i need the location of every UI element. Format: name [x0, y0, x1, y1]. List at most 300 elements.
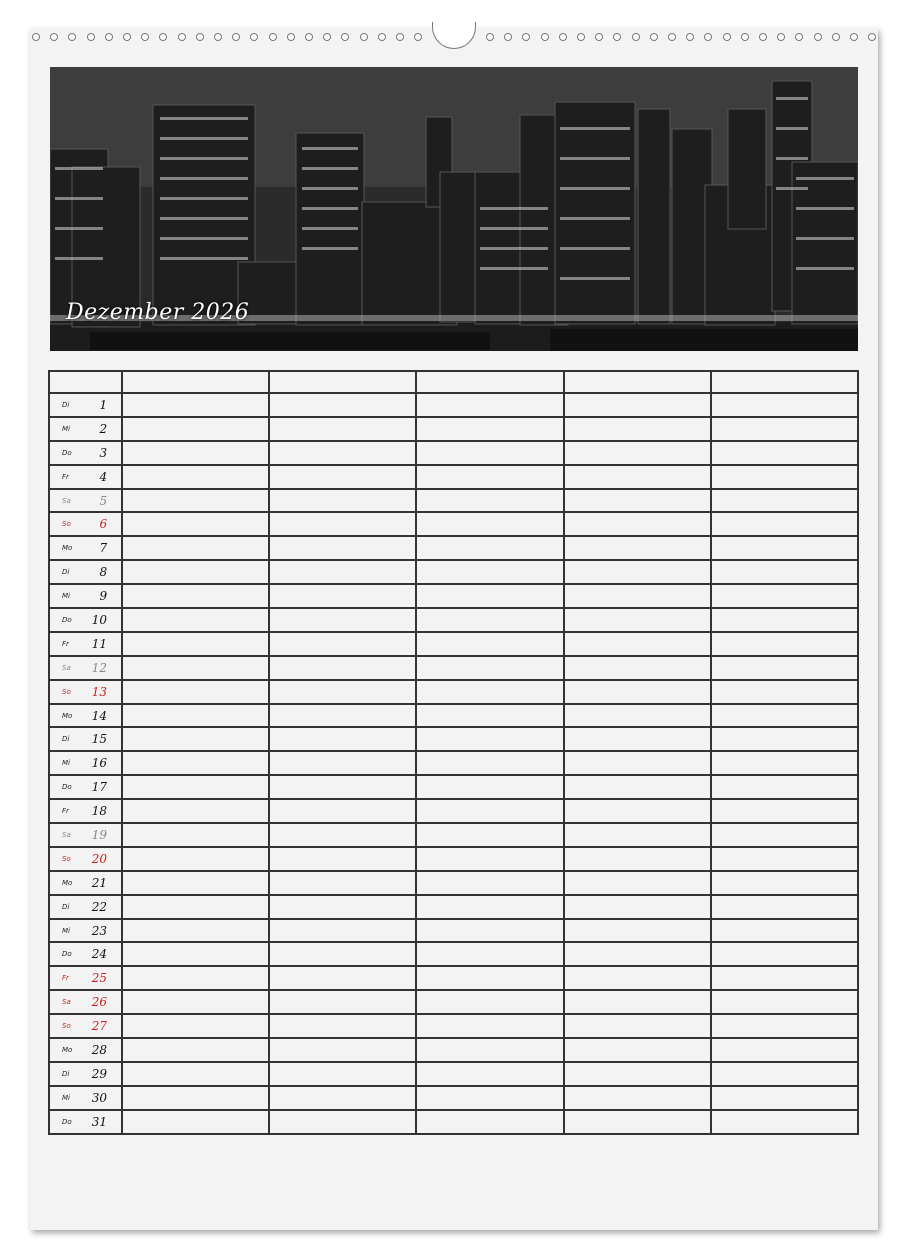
table-row	[49, 990, 858, 1014]
day-number: 1	[99, 398, 108, 412]
weekday-label: Sa	[62, 663, 71, 672]
entry-cell[interactable]	[269, 799, 416, 823]
entry-cell[interactable]	[122, 1110, 269, 1134]
entry-cell[interactable]	[122, 942, 269, 966]
entry-cell[interactable]	[122, 1062, 269, 1086]
entry-cell[interactable]	[711, 441, 858, 465]
entry-cell[interactable]	[122, 680, 269, 704]
entry-cell[interactable]	[711, 799, 858, 823]
entry-cell[interactable]	[711, 990, 858, 1014]
entry-cell[interactable]	[564, 966, 711, 990]
entry-cell[interactable]	[269, 895, 416, 919]
day-number: 17	[91, 780, 108, 795]
table-row	[49, 942, 858, 966]
entry-cell[interactable]	[269, 1062, 416, 1086]
weekday-label: Di	[62, 1069, 70, 1078]
day-label-cell	[49, 441, 122, 465]
day-label-cell	[49, 584, 122, 608]
entry-cell[interactable]	[122, 727, 269, 751]
entry-cell[interactable]	[564, 1110, 711, 1134]
member-column-header[interactable]	[564, 371, 711, 393]
weekday-label: Mi	[62, 592, 70, 601]
table-row	[49, 465, 858, 489]
entry-cell[interactable]	[711, 966, 858, 990]
entry-cell[interactable]	[711, 942, 858, 966]
table-row	[49, 536, 858, 560]
entry-cell[interactable]	[711, 751, 858, 775]
entry-cell[interactable]	[564, 751, 711, 775]
entry-cell[interactable]	[564, 919, 711, 943]
day-number: 12	[91, 660, 108, 675]
entry-cell[interactable]	[122, 584, 269, 608]
entry-cell[interactable]	[269, 560, 416, 584]
entry-cell[interactable]	[269, 584, 416, 608]
weekday-label: Mi	[62, 926, 70, 935]
binding-hole	[196, 33, 204, 41]
entry-cell[interactable]	[711, 823, 858, 847]
entry-cell[interactable]	[711, 1038, 858, 1062]
entry-cell[interactable]	[711, 656, 858, 680]
entry-cell[interactable]	[269, 704, 416, 728]
binding-hole	[522, 33, 530, 41]
entry-cell[interactable]	[564, 895, 711, 919]
entry-cell[interactable]	[269, 512, 416, 536]
table-row	[49, 823, 858, 847]
entry-cell[interactable]	[122, 536, 269, 560]
entry-cell[interactable]	[122, 775, 269, 799]
binding-hole	[341, 33, 349, 41]
day-label-cell	[49, 632, 122, 656]
entry-cell[interactable]	[564, 560, 711, 584]
day-number: 5	[99, 493, 108, 508]
entry-cell[interactable]	[416, 441, 563, 465]
member-column-header[interactable]	[269, 371, 416, 393]
entry-cell[interactable]	[564, 871, 711, 895]
entry-cell[interactable]	[564, 1062, 711, 1086]
binding-hole	[141, 33, 149, 41]
weekday-label: Do	[62, 1117, 72, 1126]
day-number: 26	[91, 995, 108, 1010]
day-number: 28	[91, 1043, 108, 1058]
entry-cell[interactable]	[122, 1014, 269, 1038]
entry-cell[interactable]	[269, 727, 416, 751]
entry-cell[interactable]	[711, 727, 858, 751]
binding-hole	[850, 33, 858, 41]
binding-hole	[123, 33, 131, 41]
binding-hole	[668, 33, 676, 41]
entry-cell[interactable]	[269, 919, 416, 943]
entry-cell[interactable]	[711, 1062, 858, 1086]
day-label-cell	[49, 751, 122, 775]
entry-cell[interactable]	[416, 704, 563, 728]
table-row	[49, 1014, 858, 1038]
weekday-label: Mo	[62, 711, 73, 720]
weekday-label: So	[62, 520, 71, 529]
entry-cell[interactable]	[269, 942, 416, 966]
entry-cell[interactable]	[269, 775, 416, 799]
entry-cell[interactable]	[416, 465, 563, 489]
table-row	[49, 417, 858, 441]
entry-cell[interactable]	[564, 632, 711, 656]
entry-cell[interactable]	[416, 1086, 563, 1110]
entry-cell[interactable]	[122, 441, 269, 465]
day-label-cell	[49, 1014, 122, 1038]
entry-cell[interactable]	[711, 895, 858, 919]
spiral-binding	[30, 28, 878, 50]
binding-hole	[232, 33, 240, 41]
entry-cell[interactable]	[711, 560, 858, 584]
entry-cell[interactable]	[711, 775, 858, 799]
weekday-label: Fr	[62, 472, 69, 481]
entry-cell[interactable]	[416, 966, 563, 990]
day-label-cell	[49, 1062, 122, 1086]
weekday-label: Mi	[62, 1093, 70, 1102]
entry-cell[interactable]	[564, 847, 711, 871]
entry-cell[interactable]	[122, 512, 269, 536]
entry-cell[interactable]	[564, 680, 711, 704]
entry-cell[interactable]	[416, 775, 563, 799]
entry-cell[interactable]	[416, 727, 563, 751]
table-row	[49, 966, 858, 990]
binding-hole	[650, 33, 658, 41]
day-label-cell	[49, 799, 122, 823]
entry-cell[interactable]	[564, 536, 711, 560]
weekday-label: Sa	[62, 998, 71, 1007]
table-row	[49, 1110, 858, 1134]
table-row	[49, 775, 858, 799]
day-number: 7	[99, 541, 108, 556]
table-row	[49, 919, 858, 943]
day-number: 23	[91, 923, 108, 938]
day-number: 29	[91, 1066, 108, 1081]
binding-hole	[704, 33, 712, 41]
entry-cell[interactable]	[711, 608, 858, 632]
day-label-cell	[49, 895, 122, 919]
day-number: 13	[91, 684, 108, 699]
entry-cell[interactable]	[711, 1086, 858, 1110]
entry-cell[interactable]	[416, 560, 563, 584]
weekday-label: Di	[62, 568, 70, 577]
entry-cell[interactable]	[416, 942, 563, 966]
entry-cell[interactable]	[269, 823, 416, 847]
entry-cell[interactable]	[269, 441, 416, 465]
day-label-cell	[49, 512, 122, 536]
binding-hole	[504, 33, 512, 41]
entry-cell[interactable]	[416, 656, 563, 680]
entry-cell[interactable]	[416, 417, 563, 441]
weekday-label: Do	[62, 783, 72, 792]
entry-cell[interactable]	[122, 871, 269, 895]
entry-cell[interactable]	[269, 465, 416, 489]
entry-cell[interactable]	[122, 489, 269, 513]
binding-hole	[486, 33, 494, 41]
day-label-cell	[49, 1038, 122, 1062]
entry-cell[interactable]	[711, 393, 858, 417]
entry-cell[interactable]	[269, 393, 416, 417]
entry-cell[interactable]	[269, 680, 416, 704]
entry-cell[interactable]	[416, 608, 563, 632]
day-label-cell	[49, 680, 122, 704]
binding-hole	[32, 33, 40, 41]
table-row	[49, 393, 858, 417]
entry-cell[interactable]	[416, 584, 563, 608]
entry-cell[interactable]	[122, 799, 269, 823]
binding-hole	[632, 33, 640, 41]
binding-hole	[777, 33, 785, 41]
entry-cell[interactable]	[269, 417, 416, 441]
binding-hole	[396, 33, 404, 41]
entry-cell[interactable]	[122, 895, 269, 919]
entry-cell[interactable]	[711, 536, 858, 560]
binding-hole	[759, 33, 767, 41]
entry-cell[interactable]	[564, 704, 711, 728]
table-row	[49, 847, 858, 871]
entry-cell[interactable]	[416, 823, 563, 847]
day-label-cell	[49, 656, 122, 680]
entry-cell[interactable]	[416, 799, 563, 823]
entry-cell[interactable]	[416, 1038, 563, 1062]
entry-cell[interactable]	[416, 512, 563, 536]
table-row	[49, 871, 858, 895]
day-number: 4	[99, 469, 108, 484]
entry-cell[interactable]	[416, 1062, 563, 1086]
binding-hole	[541, 33, 549, 41]
day-number: 3	[99, 445, 108, 460]
table-row	[49, 680, 858, 704]
table-row	[49, 895, 858, 919]
binding-hole	[87, 33, 95, 41]
entry-cell[interactable]	[564, 799, 711, 823]
entry-cell[interactable]	[711, 919, 858, 943]
entry-cell[interactable]	[122, 1086, 269, 1110]
entry-cell[interactable]	[711, 847, 858, 871]
entry-cell[interactable]	[122, 656, 269, 680]
day-number: 27	[91, 1019, 108, 1034]
member-column-header[interactable]	[711, 371, 858, 393]
day-label-cell	[49, 560, 122, 584]
weekday-label: Di	[62, 735, 70, 744]
entry-cell[interactable]	[269, 1110, 416, 1134]
entry-cell[interactable]	[416, 895, 563, 919]
entry-cell[interactable]	[564, 608, 711, 632]
entry-cell[interactable]	[269, 751, 416, 775]
entry-cell[interactable]	[564, 584, 711, 608]
binding-hole	[305, 33, 313, 41]
header-day-cell	[49, 371, 122, 393]
entry-cell[interactable]	[711, 512, 858, 536]
member-column-header[interactable]	[122, 371, 269, 393]
day-number: 2	[99, 421, 108, 436]
day-label-cell	[49, 942, 122, 966]
entry-cell[interactable]	[564, 775, 711, 799]
table-row	[49, 1086, 858, 1110]
entry-cell[interactable]	[564, 489, 711, 513]
table-row	[49, 608, 858, 632]
day-label-cell	[49, 823, 122, 847]
entry-cell[interactable]	[122, 847, 269, 871]
binding-hole	[559, 33, 567, 41]
day-number: 20	[91, 851, 108, 866]
entry-cell[interactable]	[564, 441, 711, 465]
entry-cell[interactable]	[122, 990, 269, 1014]
entry-cell[interactable]	[564, 393, 711, 417]
weekday-label: So	[62, 687, 71, 696]
binding-hole	[360, 33, 368, 41]
entry-cell[interactable]	[416, 919, 563, 943]
day-label-cell	[49, 775, 122, 799]
entry-cell[interactable]	[122, 1038, 269, 1062]
weekday-label: Mo	[62, 878, 73, 887]
entry-cell[interactable]	[711, 1110, 858, 1134]
entry-cell[interactable]	[122, 465, 269, 489]
binding-hole	[613, 33, 621, 41]
entry-cell[interactable]	[711, 417, 858, 441]
day-number: 6	[99, 517, 108, 532]
day-label-cell	[49, 966, 122, 990]
table-row	[49, 799, 858, 823]
entry-cell[interactable]	[122, 919, 269, 943]
entry-cell[interactable]	[416, 1014, 563, 1038]
entry-cell[interactable]	[122, 704, 269, 728]
entry-cell[interactable]	[564, 1086, 711, 1110]
day-number: 18	[91, 804, 108, 819]
entry-cell[interactable]	[711, 680, 858, 704]
weekday-label: Mo	[62, 1046, 73, 1055]
entry-cell[interactable]	[564, 990, 711, 1014]
entry-cell[interactable]	[416, 871, 563, 895]
binding-hole	[178, 33, 186, 41]
entry-cell[interactable]	[711, 632, 858, 656]
binding-hole	[795, 33, 803, 41]
entry-cell[interactable]	[564, 942, 711, 966]
entry-cell[interactable]	[416, 393, 563, 417]
table-row	[49, 489, 858, 513]
weekday-label: So	[62, 1022, 71, 1031]
entry-cell[interactable]	[564, 656, 711, 680]
binding-hole	[686, 33, 694, 41]
entry-cell[interactable]	[269, 990, 416, 1014]
day-label-cell	[49, 417, 122, 441]
day-number: 16	[91, 756, 108, 771]
binding-hole	[832, 33, 840, 41]
table-row	[49, 632, 858, 656]
entry-cell[interactable]	[269, 608, 416, 632]
binding-hole	[868, 33, 876, 41]
entry-cell[interactable]	[122, 751, 269, 775]
entry-cell[interactable]	[269, 1038, 416, 1062]
table-row	[49, 656, 858, 680]
day-number: 30	[91, 1090, 108, 1105]
weekday-label: Sa	[62, 496, 71, 505]
day-number: 21	[91, 875, 108, 890]
table-row	[49, 512, 858, 536]
day-label-cell	[49, 1086, 122, 1110]
entry-cell[interactable]	[269, 966, 416, 990]
entry-cell[interactable]	[269, 536, 416, 560]
table-row	[49, 584, 858, 608]
entry-cell[interactable]	[269, 656, 416, 680]
binding-hole	[269, 33, 277, 41]
entry-cell[interactable]	[416, 751, 563, 775]
binding-hole	[287, 33, 295, 41]
entry-cell[interactable]	[269, 632, 416, 656]
entry-cell[interactable]	[711, 1014, 858, 1038]
day-label-cell	[49, 919, 122, 943]
entry-cell[interactable]	[564, 417, 711, 441]
entry-cell[interactable]	[564, 465, 711, 489]
entry-cell[interactable]	[416, 990, 563, 1014]
weekday-label: Do	[62, 950, 72, 959]
entry-cell[interactable]	[122, 966, 269, 990]
entry-cell[interactable]	[269, 1086, 416, 1110]
entry-cell[interactable]	[269, 1014, 416, 1038]
binding-hole	[323, 33, 331, 41]
entry-cell[interactable]	[711, 465, 858, 489]
weekday-label: Fr	[62, 807, 69, 816]
entry-cell[interactable]	[416, 1110, 563, 1134]
binding-hole	[378, 33, 386, 41]
binding-hole	[214, 33, 222, 41]
entry-cell[interactable]	[122, 632, 269, 656]
member-column-header[interactable]	[416, 371, 563, 393]
table-row	[49, 1038, 858, 1062]
day-label-cell	[49, 393, 122, 417]
entry-cell[interactable]	[711, 704, 858, 728]
entry-cell[interactable]	[122, 608, 269, 632]
weekday-label: Di	[62, 902, 70, 911]
binding-hole	[741, 33, 749, 41]
weekday-label: Mo	[62, 544, 73, 553]
weekday-label: Sa	[62, 831, 71, 840]
table-row	[49, 560, 858, 584]
weekday-label: Do	[62, 448, 72, 457]
day-number: 31	[91, 1114, 108, 1129]
binding-hole	[814, 33, 822, 41]
binding-hole	[250, 33, 258, 41]
day-label-cell	[49, 990, 122, 1014]
table-row	[49, 441, 858, 465]
entry-cell[interactable]	[122, 417, 269, 441]
entry-cell[interactable]	[269, 489, 416, 513]
entry-cell[interactable]	[416, 536, 563, 560]
entry-cell[interactable]	[564, 1014, 711, 1038]
entry-cell[interactable]	[564, 823, 711, 847]
entry-cell[interactable]	[416, 680, 563, 704]
entry-cell[interactable]	[711, 489, 858, 513]
entry-cell[interactable]	[122, 823, 269, 847]
entry-cell[interactable]	[416, 489, 563, 513]
entry-cell[interactable]	[122, 560, 269, 584]
hanger-hook	[432, 22, 476, 49]
binding-hole	[50, 33, 58, 41]
entry-cell[interactable]	[564, 1038, 711, 1062]
entry-cell[interactable]	[416, 847, 563, 871]
entry-cell[interactable]	[711, 871, 858, 895]
entry-cell[interactable]	[564, 512, 711, 536]
day-number: 9	[99, 589, 108, 604]
entry-cell[interactable]	[711, 584, 858, 608]
day-label-cell	[49, 704, 122, 728]
day-label-cell	[49, 871, 122, 895]
day-label-cell	[49, 727, 122, 751]
entry-cell[interactable]	[564, 727, 711, 751]
day-number: 14	[91, 708, 108, 723]
entry-cell[interactable]	[122, 393, 269, 417]
entry-cell[interactable]	[269, 847, 416, 871]
entry-cell[interactable]	[269, 871, 416, 895]
entry-cell[interactable]	[416, 632, 563, 656]
planner-header-row	[49, 371, 858, 393]
